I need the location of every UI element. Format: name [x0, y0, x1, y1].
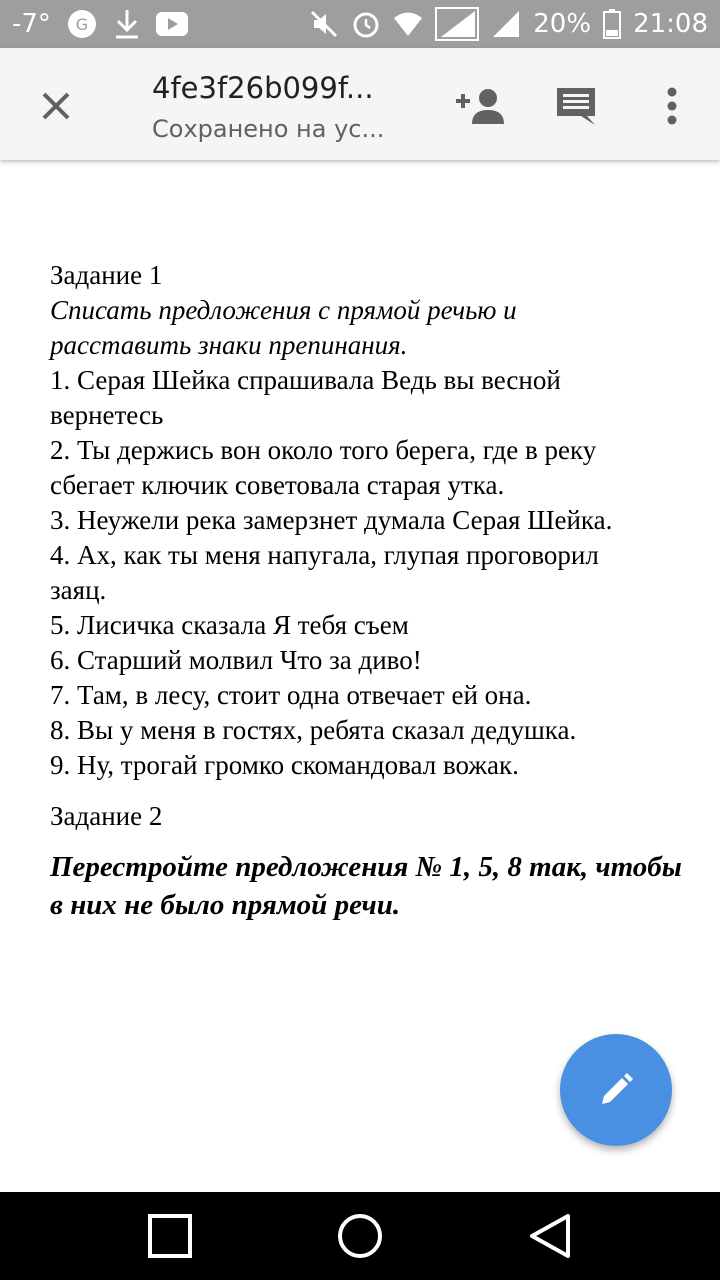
back-button[interactable]: [490, 1192, 610, 1280]
close-icon: [40, 90, 72, 122]
weather-icon: [65, 7, 99, 41]
back-triangle-icon: [527, 1212, 573, 1260]
battery-percent: 20%: [533, 9, 592, 39]
add-person-icon: [454, 86, 506, 126]
document-body: [50, 258, 690, 924]
exercise-line: 2. Ты держись вон около того берега, где в реку: [50, 435, 597, 465]
navigation-bar: [0, 1192, 720, 1280]
exercise-line: 1. Серая Шейка спрашивала Ведь вы весной: [50, 365, 561, 395]
task1-instruction-line: Списать предложения с прямой речью и: [50, 295, 517, 325]
square-icon: [147, 1213, 193, 1259]
download-icon: [113, 7, 141, 41]
comment-icon: [554, 85, 598, 127]
close-button[interactable]: [30, 80, 82, 132]
exercise-line: 3. Неужели река замерзнет думала Серая Шейка.: [50, 505, 613, 535]
signal-icon: [435, 7, 479, 41]
exercise-line: заяц.: [50, 575, 107, 605]
task1-instruction-line: расставить знаки препинания.: [50, 330, 408, 360]
task2-instruction-line: Перестройте предложения № 1, 5, 8 так, чтобы: [50, 851, 682, 883]
mute-icon: [309, 9, 339, 39]
exercise-line: 7. Там, в лесу, стоит одна отвечает ей она.: [50, 680, 532, 710]
svg-text:G: G: [75, 15, 89, 34]
temperature: -7°: [12, 9, 51, 39]
recents-button[interactable]: [110, 1192, 230, 1280]
comments-button[interactable]: [548, 78, 604, 134]
signal-icon: [491, 9, 521, 39]
wifi-icon: [393, 11, 423, 37]
app-bar: [0, 48, 720, 160]
exercise-line: сбегает ключик советовала старая утка.: [50, 470, 505, 500]
document-titles: [152, 68, 412, 146]
exercise-line: 8. Вы у меня в гостях, ребята сказал дедушка.: [50, 715, 577, 745]
youtube-icon: [155, 11, 189, 37]
status-bar: [0, 0, 720, 48]
exercise-line: 9. Ну, трогай громко скомандовал вожак.: [50, 750, 519, 780]
task1-title: Задание 1: [50, 260, 163, 290]
exercise-line: 4. Ах, как ты меня напугала, глупая проговорил: [50, 540, 599, 570]
circle-icon: [336, 1212, 384, 1260]
home-button[interactable]: [300, 1192, 420, 1280]
exercise-line: 5. Лисичка сказала Я тебя съем: [50, 610, 409, 640]
more-options-button[interactable]: [644, 78, 700, 134]
exercise-line: вернетесь: [50, 400, 164, 430]
add-person-button[interactable]: [452, 78, 508, 134]
task2-title: Задание 2: [50, 801, 163, 831]
clock: 21:08: [633, 9, 708, 39]
more-vert-icon: [666, 86, 678, 126]
task2-instruction-line: в них не было прямой речи.: [50, 889, 401, 921]
document-title: 4fe3f26b099f...: [152, 71, 374, 105]
edit-button[interactable]: [560, 1034, 672, 1146]
battery-icon: [603, 9, 621, 39]
exercise-line: 6. Старший молвил Что за диво!: [50, 645, 422, 675]
pencil-icon: [594, 1068, 638, 1112]
alarm-icon: [351, 9, 381, 39]
save-status: Сохранено на ус...: [152, 115, 385, 143]
